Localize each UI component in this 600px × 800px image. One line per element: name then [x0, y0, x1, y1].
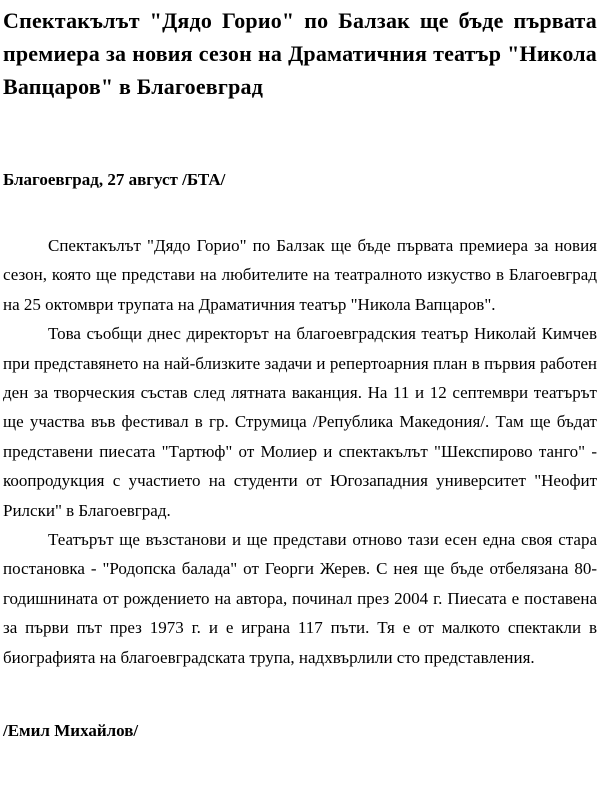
author-signature: /Емил Михайлов/: [3, 721, 139, 741]
article-title: Спектакълът "Дядо Горио" по Балзак ще бъде първата премиера за новия сезон на Драматичния театър "Никола Вапцаров" в Благоевград: [3, 8, 597, 99]
dateline: Благоевград, 27 август /БТА/: [3, 170, 226, 189]
paragraph: Това съобщи днес директорът на благоевградския театър Николай Кимчев при представянето на най-близките задачи и репертоарния план в първия работен ден за творческия състав след лятната ваканция. На 11 и 12 септември театърът ще участва във фестивал в гр. Струмица /Република Македония/. Там ще бъдат представени пиесата "Тартюф" от Молиер и спектакълът "Шекспирово танго" - коопродукция с участието на студенти от Югозападния университет "Неофит Рилски" в Благоевград.: [3, 324, 597, 520]
paragraph: Театърът ще възстанови и ще представи отново тази есен една своя стара постановка - "Родопска балада" от Георги Жерев. С нея ще бъде отбелязана 80-годишнината от рождението на автора, починал през 2004 г. Пиесата е поставена за първи път през 1973 г. и е играна 117 пъти. Тя е от малкото спектакли в биографията на благоевградската трупа, надхвърлили сто представления.: [3, 530, 597, 667]
article-body: [3, 231, 597, 672]
paragraph: Спектакълът "Дядо Горио" по Балзак ще бъде първата премиера за новия сезон, която ще представи на любителите на театралното изкуство в Благоевград на 25 октомври трупата на Драматичния театър "Никола Вапцаров".: [3, 236, 597, 314]
